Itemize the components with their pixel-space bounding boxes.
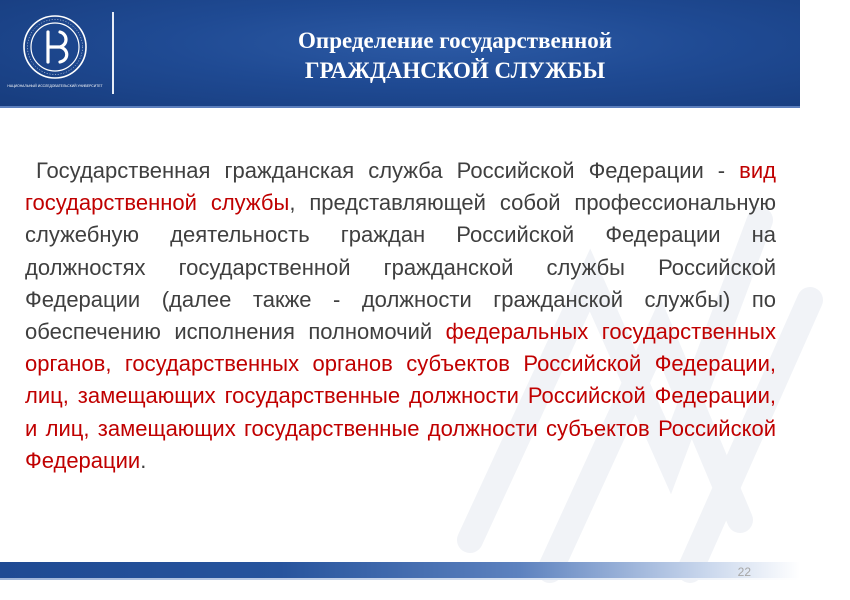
slide-title	[200, 26, 710, 86]
definition-highlight-2: федеральных государственных органов, государственных органов субъектов Российской Федерации, лиц, замещающих государственные должности Российской Федерации, и лиц, замещающих государственные должности субъектов Российской Федерации	[25, 319, 776, 473]
title-line-1: Определение государственной	[298, 28, 612, 53]
definition-text-1: Государственная гражданская служба Российской Федерации -	[36, 158, 740, 183]
svg-text:НАЦИОНАЛЬНЫЙ ИССЛЕДОВАТЕЛЬСКИЙ: НАЦИОНАЛЬНЫЙ ИССЛЕДОВАТЕЛЬСКИЙ УНИВЕРСИТЕТ	[7, 84, 103, 88]
definition-text-2: , представляющей собой профессиональную служебную деятельность граждан Российской Федерации на должностях государственной гражданской службы Российской Федерации (далее также - должности гражданской службы) по обеспечению исполнения полномочий	[25, 190, 776, 345]
hse-logo-icon	[22, 14, 88, 80]
definition-text-3: .	[140, 447, 147, 473]
definition-paragraph	[25, 155, 776, 477]
page-number: 22	[737, 565, 751, 579]
title-line-2: ГРАЖДАНСКОЙ СЛУЖБЫ	[304, 58, 606, 83]
header-underline	[0, 106, 800, 108]
logo-caption	[7, 83, 103, 91]
footer-line	[0, 578, 800, 580]
definition-highlight-1: вид государственной службы	[25, 158, 776, 216]
header-divider	[112, 12, 114, 94]
footer-bar	[0, 562, 800, 578]
